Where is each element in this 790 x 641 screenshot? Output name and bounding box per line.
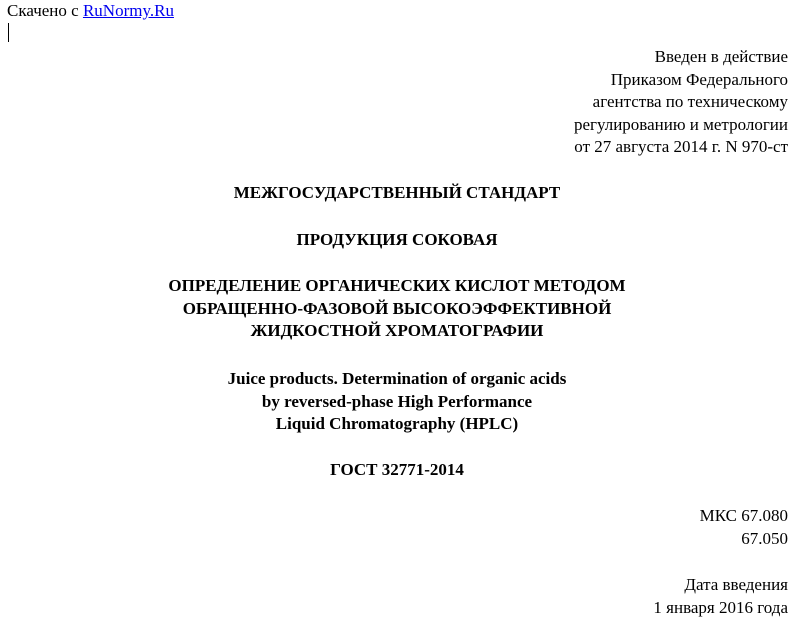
title-line-2: ОБРАЩЕННО-ФАЗОВОЙ ВЫСОКОЭФФЕКТИВНОЙ — [182, 298, 612, 318]
classification-codes — [700, 505, 788, 550]
source-prefix: Скачено с — [7, 1, 79, 20]
gost-number-heading — [0, 459, 790, 482]
enactment-line-4: регулированию и метрологии — [573, 114, 788, 134]
english-title-line-2: by reversed-phase High Performance — [261, 391, 533, 411]
introduction-date — [653, 574, 788, 619]
runormy-link[interactable]: RuNormy.Ru — [82, 1, 174, 20]
title-line-3: ЖИДКОСТНОЙ ХРОМАТОГРАФИИ — [250, 321, 544, 340]
text-cursor — [8, 23, 9, 42]
interstate-standard-text: МЕЖГОСУДАРСТВЕННЫЙ СТАНДАРТ — [233, 183, 561, 202]
introduction-date-label: Дата введения — [684, 575, 788, 594]
introduction-date-value: 1 января 2016 года — [653, 597, 788, 617]
english-title-line-1: Juice products. Determination of organic acids — [227, 369, 567, 388]
mks-code-1: МКС 67.080 — [699, 506, 788, 525]
document-title — [0, 275, 790, 343]
title-line-1: ОПРЕДЕЛЕНИЕ ОРГАНИЧЕСКИХ КИСЛОТ МЕТОДОМ — [168, 276, 626, 295]
english-title-line-3: Liquid Chromatography (HPLC) — [275, 414, 519, 433]
enactment-line-5: от 27 августа 2014 г. N 970-ст — [574, 137, 788, 156]
english-title — [0, 368, 790, 436]
gost-number: ГОСТ 32771-2014 — [330, 460, 464, 479]
interstate-standard-heading — [0, 182, 790, 205]
enactment-line-1: Введен в действие — [654, 47, 788, 66]
enactment-note — [574, 46, 788, 159]
product-text: ПРОДУКЦИЯ СОКОВАЯ — [296, 230, 498, 249]
enactment-line-2: Приказом Федерального — [610, 69, 788, 89]
product-heading — [0, 229, 790, 252]
source-line — [7, 1, 174, 21]
mks-code-2: 67.050 — [741, 528, 788, 548]
enactment-line-3: агентства по техническому — [592, 92, 788, 111]
